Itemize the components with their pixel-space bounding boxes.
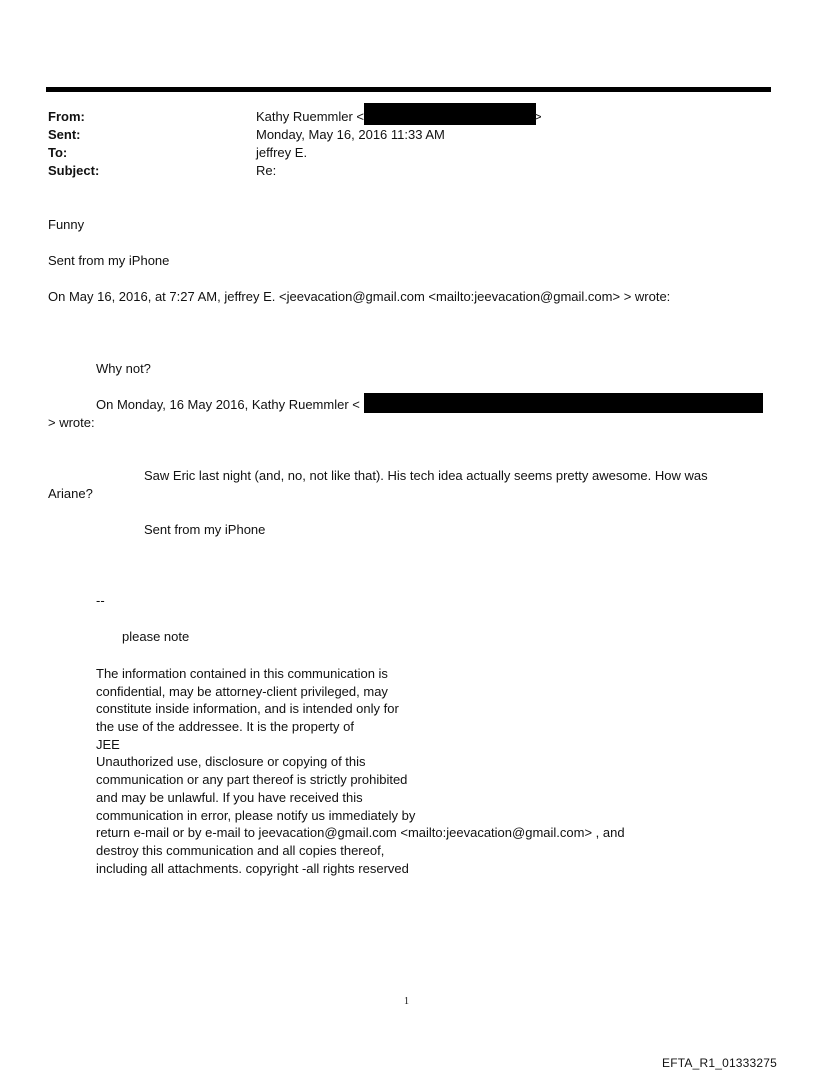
- from-value: Kathy Ruemmler <: [256, 109, 365, 124]
- sent-label: Sent:: [48, 127, 81, 142]
- from-value-trailing: >: [534, 109, 542, 124]
- separator-dashes: --: [96, 593, 105, 608]
- sent-value: Monday, May 16, 2016 11:33 AM: [256, 127, 445, 142]
- header-rule: [46, 87, 771, 92]
- disclaimer-line: The information contained in this communication is: [96, 666, 388, 681]
- bates-number: EFTA_R1_01333275: [662, 1056, 778, 1070]
- redaction-block-email: [364, 393, 763, 413]
- disclaimer-line: and may be unlawful. If you have received this: [96, 789, 363, 805]
- body-line-funny: Funny: [48, 217, 85, 232]
- disclaimer-line: confidential, may be attorney-client privileged, may: [96, 683, 388, 699]
- signature-iphone-2: Sent from my iPhone: [144, 522, 266, 537]
- quote-intro-line-2: On Monday, 16 May 2016, Kathy Ruemmler <: [96, 397, 360, 412]
- disclaimer-line: destroy this communication and all copies thereof,: [96, 842, 385, 858]
- disclaimer-block: [96, 665, 625, 877]
- to-label: To:: [48, 145, 68, 160]
- reply-why-not: Why not?: [96, 361, 151, 376]
- message-line-2: Ariane?: [48, 486, 93, 501]
- message-line-1: Saw Eric last night (and, no, not like that). His tech idea actually seems pretty awesome. How was: [144, 468, 708, 483]
- disclaimer-line: JEE: [96, 736, 120, 752]
- subject-value: Re:: [256, 163, 277, 178]
- disclaimer-line: communication or any part thereof is strictly prohibited: [96, 772, 408, 788]
- page-number: 1: [404, 996, 409, 1007]
- from-label: From:: [48, 109, 85, 124]
- signature-iphone-1: Sent from my iPhone: [48, 253, 170, 268]
- redaction-block-from: [364, 103, 536, 125]
- subject-label: Subject:: [48, 163, 100, 178]
- quote-intro-line: On May 16, 2016, at 7:27 AM, jeffrey E. <jeevacation@gmail.com <mailto:jeevacation@gmail.com> > wrote:: [48, 289, 671, 304]
- please-note: please note: [122, 629, 190, 644]
- disclaimer-line: the use of the addressee. It is the property of: [96, 719, 354, 735]
- to-value: jeffrey E.: [256, 145, 308, 160]
- disclaimer-line: including all attachments. copyright -all rights reserved: [96, 860, 409, 876]
- disclaimer-line: Unauthorized use, disclosure or copying of this: [96, 754, 366, 770]
- disclaimer-line: return e-mail or by e-mail to jeevacation@gmail.com <mailto:jeevacation@gmail.com> , and: [96, 825, 625, 841]
- disclaimer-line: constitute inside information, and is intended only for: [96, 701, 399, 717]
- quote-intro-line-2-cont: > wrote:: [48, 415, 95, 430]
- disclaimer-line: communication in error, please notify us immediately by: [96, 807, 416, 823]
